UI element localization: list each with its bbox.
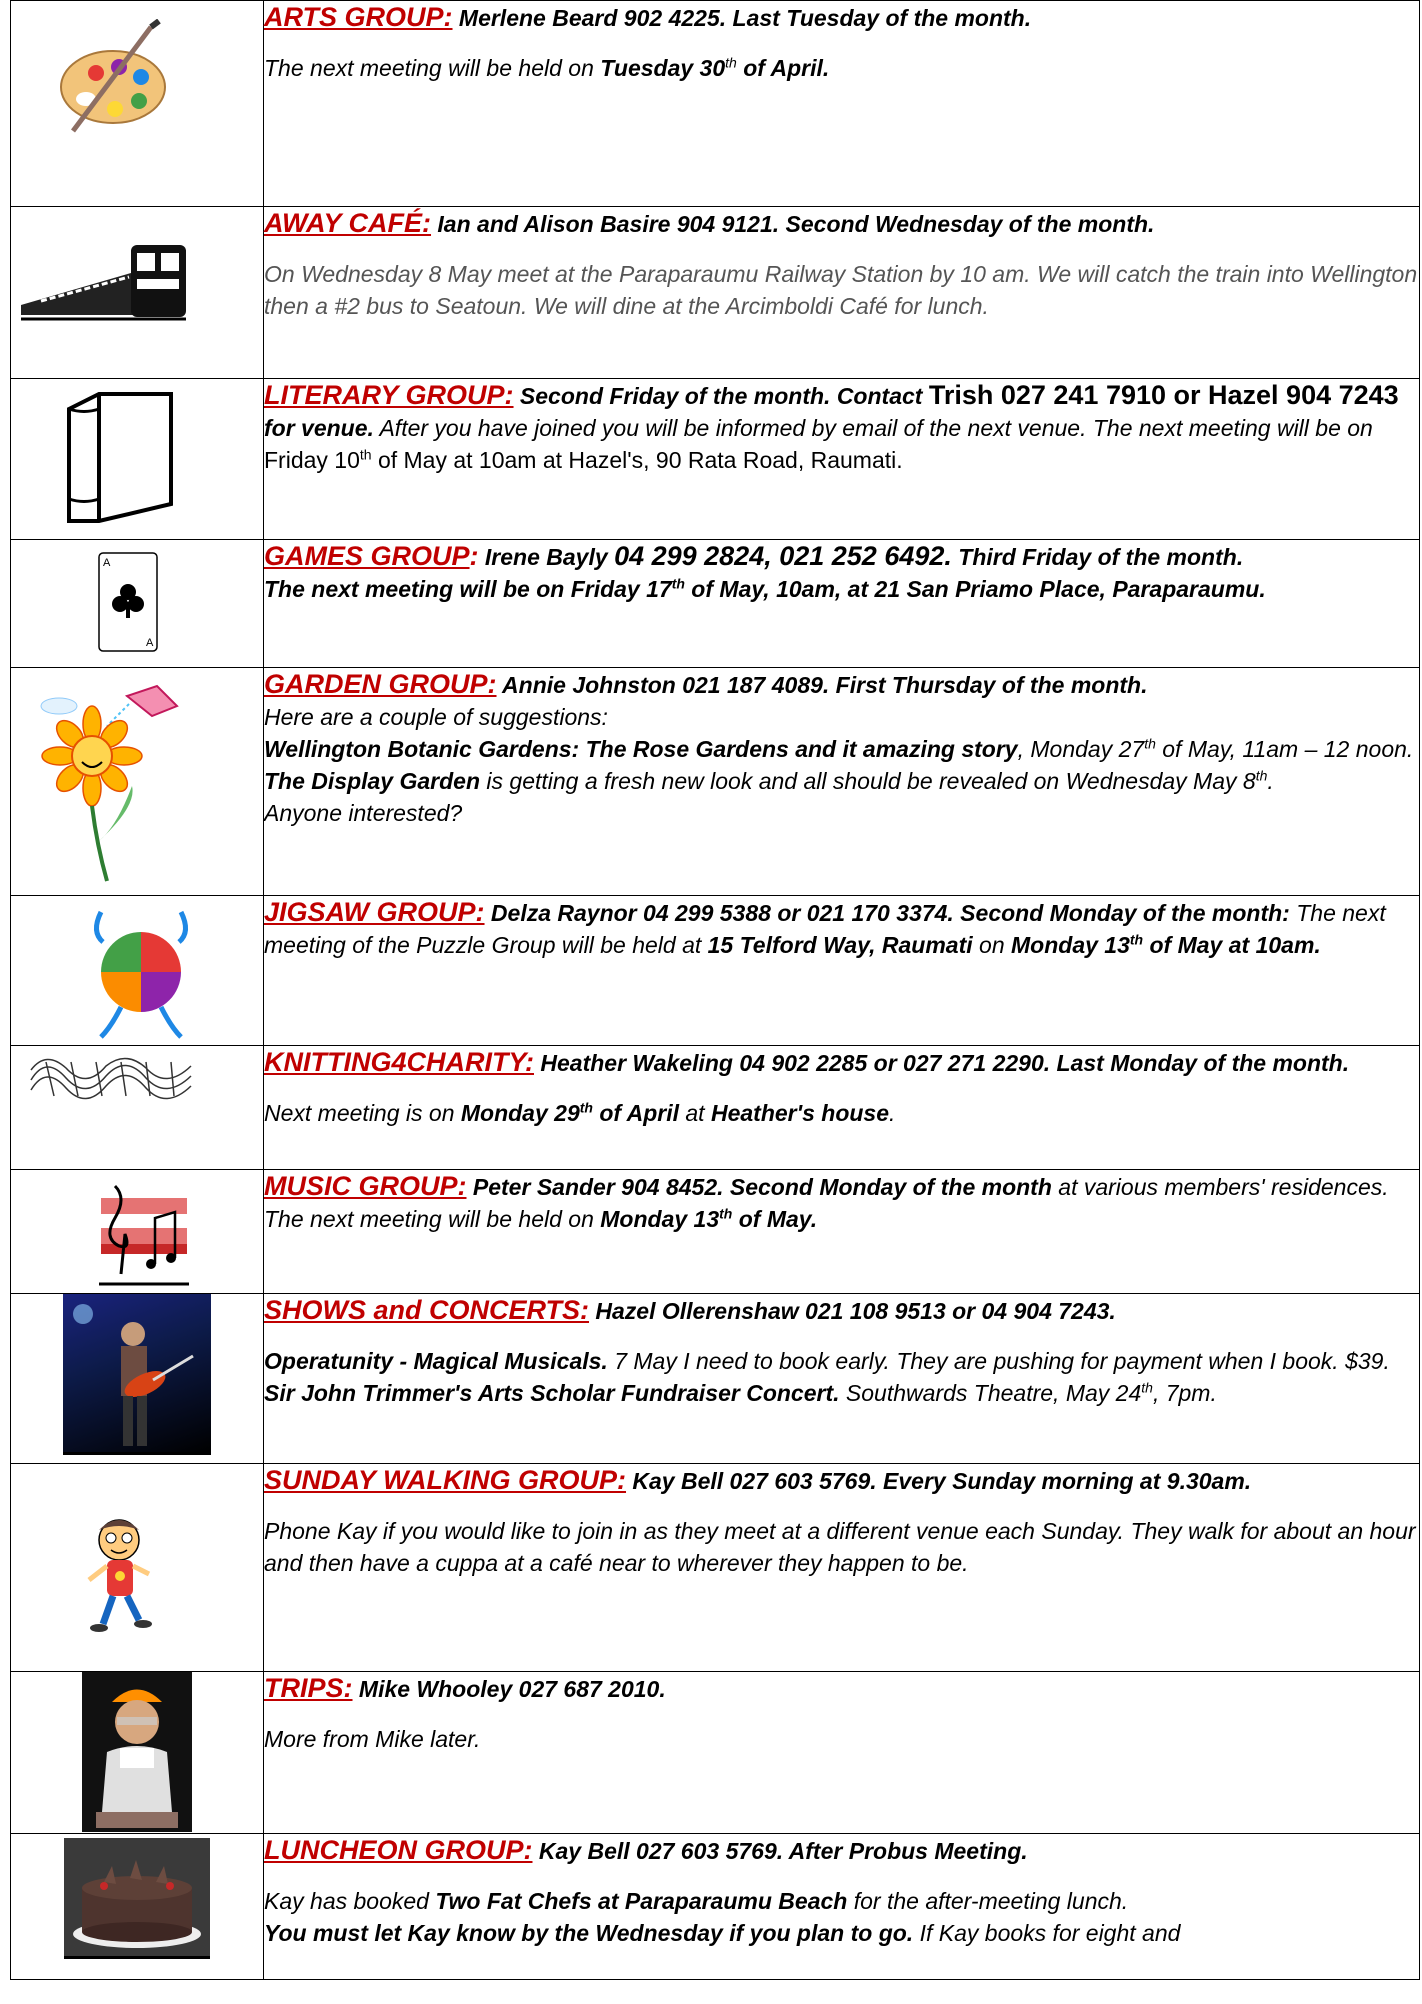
group-info: Delza Raynor 04 299 5388 or 021 170 3374. Second Monday of the month: xyxy=(484,900,1290,926)
row-walking xyxy=(11,1464,1420,1672)
playing-card-icon xyxy=(98,552,158,652)
group-info: Peter Sander 904 8452. Second Monday of the month xyxy=(466,1174,1052,1200)
line-text: is getting a fresh new look and all should be revealed on Wednesday May 8 xyxy=(480,768,1256,794)
row-knitting xyxy=(11,1046,1420,1170)
sup-text: th xyxy=(671,575,685,592)
sup-text: th xyxy=(579,1099,593,1116)
groups-table xyxy=(10,0,1420,1980)
line-text: on xyxy=(972,932,1012,958)
text-cell xyxy=(264,1294,1420,1464)
train-icon xyxy=(21,235,191,325)
row-games xyxy=(11,540,1420,668)
group-title: KNITTING4CHARITY: xyxy=(264,1047,534,1077)
icon-cell xyxy=(11,207,264,379)
title-colon: : xyxy=(469,541,479,571)
icon-cell xyxy=(11,1672,264,1834)
icon-cell xyxy=(11,1,264,207)
text-cell xyxy=(264,207,1420,379)
bold-text: 15 Telford Way, Raumati xyxy=(707,932,973,958)
flower-watering-icon xyxy=(37,676,197,886)
cake-icon xyxy=(64,1838,210,1956)
group-info: Mike Whooley 027 687 2010. xyxy=(352,1676,666,1702)
group-title: TRIPS: xyxy=(264,1673,353,1703)
row-luncheon xyxy=(11,1834,1420,1980)
bold-text: Operatunity - Magical Musicals. xyxy=(264,1348,608,1374)
group-title: GARDEN GROUP: xyxy=(264,669,497,699)
group-info: Heather Wakeling 04 902 2285 or 027 271 2290. Last Monday of the month. xyxy=(534,1050,1350,1076)
line-text: Kay has booked xyxy=(264,1888,436,1914)
bold-text: of April. xyxy=(736,55,830,81)
line-text: of May, 10am, at 21 San Priamo Place, Paraparaumu. xyxy=(684,576,1266,602)
bold-text: You must let Kay know by the Wednesday if you plan to go. xyxy=(264,1920,914,1946)
guitarist-icon xyxy=(63,1294,211,1452)
line-text: If Kay books for eight and xyxy=(913,1920,1181,1946)
text-cell xyxy=(264,1046,1420,1170)
group-title: GAMES GROUP xyxy=(264,541,470,571)
svg-text:A: A xyxy=(146,637,154,649)
sup-text: th xyxy=(719,1205,733,1222)
bold-text: Two Fat Chefs at Paraparaumu Beach xyxy=(435,1888,848,1914)
text-cell xyxy=(264,1170,1420,1294)
line-text: . xyxy=(889,1100,896,1126)
concert-photo xyxy=(63,1294,211,1455)
row-shows xyxy=(11,1294,1420,1464)
text-cell xyxy=(264,1672,1420,1834)
group-info: Hazel Ollerenshaw 021 108 9513 or 04 904 7243. xyxy=(589,1298,1116,1324)
line-text: The next meeting will be held on xyxy=(264,55,601,81)
line-text: . xyxy=(1267,768,1274,794)
bold-text: Monday 13 xyxy=(600,1206,720,1232)
group-body: On Wednesday 8 May meet at the Paraparaumu Railway Station by 10 am. We will catch the train into Wellington then a #2 bus to Seatoun. We will dine at the Arcimboldi Café for lunch. xyxy=(264,261,1418,319)
group-body: More from Mike later. xyxy=(264,1726,481,1752)
text-cell xyxy=(264,1834,1420,1980)
group-title: SHOWS and CONCERTS: xyxy=(264,1295,590,1325)
icon-cell xyxy=(11,1464,264,1672)
line-text: of May at 10am at Hazel's, 90 Rata Road, Raumati. xyxy=(371,447,903,473)
bold-text: of May at 10am. xyxy=(1143,932,1321,958)
group-info: Ian and Alison Basire 904 9121. Second Wednesday of the month. xyxy=(431,211,1155,237)
sup-text: th xyxy=(1144,735,1156,752)
icon-cell xyxy=(11,1170,264,1294)
group-info: Third Friday of the month. xyxy=(951,544,1244,570)
text-cell xyxy=(264,1464,1420,1672)
line-text: Friday 10 xyxy=(264,447,360,473)
text-cell xyxy=(264,1,1420,207)
line-text: for the after-meeting lunch. xyxy=(847,1888,1129,1914)
line-text: The next meeting will be on Friday 17 xyxy=(264,576,672,602)
bold-text: Monday 13 xyxy=(1011,932,1130,958)
line-text: , Monday 27 xyxy=(1017,736,1145,762)
cake-photo xyxy=(64,1838,210,1959)
group-title: AWAY CAFÉ: xyxy=(264,208,432,238)
icon-cell xyxy=(11,1294,264,1464)
bold-text: Monday 29 xyxy=(460,1100,580,1126)
walker-cartoon-icon xyxy=(69,1516,169,1636)
bold-text: Wellington Botanic Gardens: The Rose Gardens and it amazing story xyxy=(264,736,1018,762)
line-text: of May, 11am – 12 noon. xyxy=(1155,736,1414,762)
palette-icon xyxy=(51,19,171,139)
bold-text: Heather's house xyxy=(710,1100,889,1126)
row-away xyxy=(11,207,1420,379)
line-text: , 7pm. xyxy=(1152,1380,1217,1406)
text-cell xyxy=(264,896,1420,1046)
group-title: LITERARY GROUP: xyxy=(264,380,514,410)
bold-text: Tuesday 30 xyxy=(600,55,726,81)
bold-text: Sir John Trimmer's Arts Scholar Fundraiser Concert. xyxy=(264,1380,840,1406)
line-text: at xyxy=(679,1100,711,1126)
icon-cell xyxy=(11,1834,264,1980)
icon-cell xyxy=(11,540,264,668)
group-info: Annie Johnston 021 187 4089. First Thursday of the month. xyxy=(496,672,1148,698)
icon-cell xyxy=(11,896,264,1046)
phone-text: 04 299 2824, 021 252 6492. xyxy=(614,541,952,571)
row-arts xyxy=(11,1,1420,207)
group-title: SUNDAY WALKING GROUP: xyxy=(264,1465,627,1495)
sup-text: th xyxy=(725,54,737,71)
statue-figure-icon xyxy=(82,1672,192,1832)
row-music xyxy=(11,1170,1420,1294)
sup-text: th xyxy=(359,446,372,463)
group-info: Second Friday of the month. Contact xyxy=(513,383,929,409)
row-garden xyxy=(11,668,1420,896)
group-title: ARTS GROUP: xyxy=(264,2,453,32)
line-text: Here are a couple of suggestions: xyxy=(264,704,608,730)
row-jigsaw xyxy=(11,896,1420,1046)
icon-cell xyxy=(11,668,264,896)
group-title: MUSIC GROUP: xyxy=(264,1171,467,1201)
icon-cell xyxy=(11,379,264,540)
group-title: LUNCHEON GROUP: xyxy=(264,1835,533,1865)
line-text: The next meeting of the Puzzle Group will be held at xyxy=(264,900,1386,958)
music-notes-icon xyxy=(99,1178,189,1286)
row-literary xyxy=(11,379,1420,540)
line-text: Anyone interested? xyxy=(264,800,463,826)
line-text: 7 May I need to book early. They are pushing for payment when I book. $39. xyxy=(607,1348,1390,1374)
bold-text: The Display Garden xyxy=(264,768,481,794)
line-text: Next meeting is on xyxy=(264,1100,461,1126)
svg-text:A: A xyxy=(103,557,111,569)
contact-text: Trish 027 241 7910 or Hazel 904 7243 xyxy=(928,380,1399,410)
text-cell xyxy=(264,379,1420,540)
knitting-icon xyxy=(26,1050,196,1110)
book-icon xyxy=(59,389,179,529)
sup-text: th xyxy=(1255,767,1268,784)
group-info: Kay Bell 027 603 5769. After Probus Meeting. xyxy=(532,1838,1028,1864)
jigsaw-icon xyxy=(81,902,201,1042)
bold-text: of May. xyxy=(732,1206,818,1232)
bold-text: of April xyxy=(592,1100,679,1126)
group-body: Phone Kay if you would like to join in as they meet at a different venue each Sunday. They walk for about an hour and then have a cuppa at a café near to wherever they happen to be. xyxy=(264,1518,1416,1576)
line-text: at various members' residences. xyxy=(1051,1174,1389,1200)
statue-photo xyxy=(82,1672,192,1832)
text-cell xyxy=(264,540,1420,668)
group-info: Merlene Beard 902 4225. Last Tuesday of the month. xyxy=(452,5,1032,31)
group-title: JIGSAW GROUP: xyxy=(264,897,485,927)
row-trips xyxy=(11,1672,1420,1834)
sup-text: th xyxy=(1129,931,1144,948)
text-cell xyxy=(264,668,1420,896)
icon-cell xyxy=(11,1046,264,1170)
sup-text: th xyxy=(1141,1379,1153,1396)
group-info: for venue. xyxy=(264,415,374,441)
group-info: Irene Bayly xyxy=(478,544,615,570)
line-text: After you have joined you will be informed by email of the next venue. The next meeting will be on xyxy=(373,415,1373,441)
line-text: The next meeting will be held on xyxy=(264,1206,601,1232)
line-text: Southwards Theatre, May 24 xyxy=(839,1380,1142,1406)
group-info: Kay Bell 027 603 5769. Every Sunday morning at 9.30am. xyxy=(626,1468,1252,1494)
